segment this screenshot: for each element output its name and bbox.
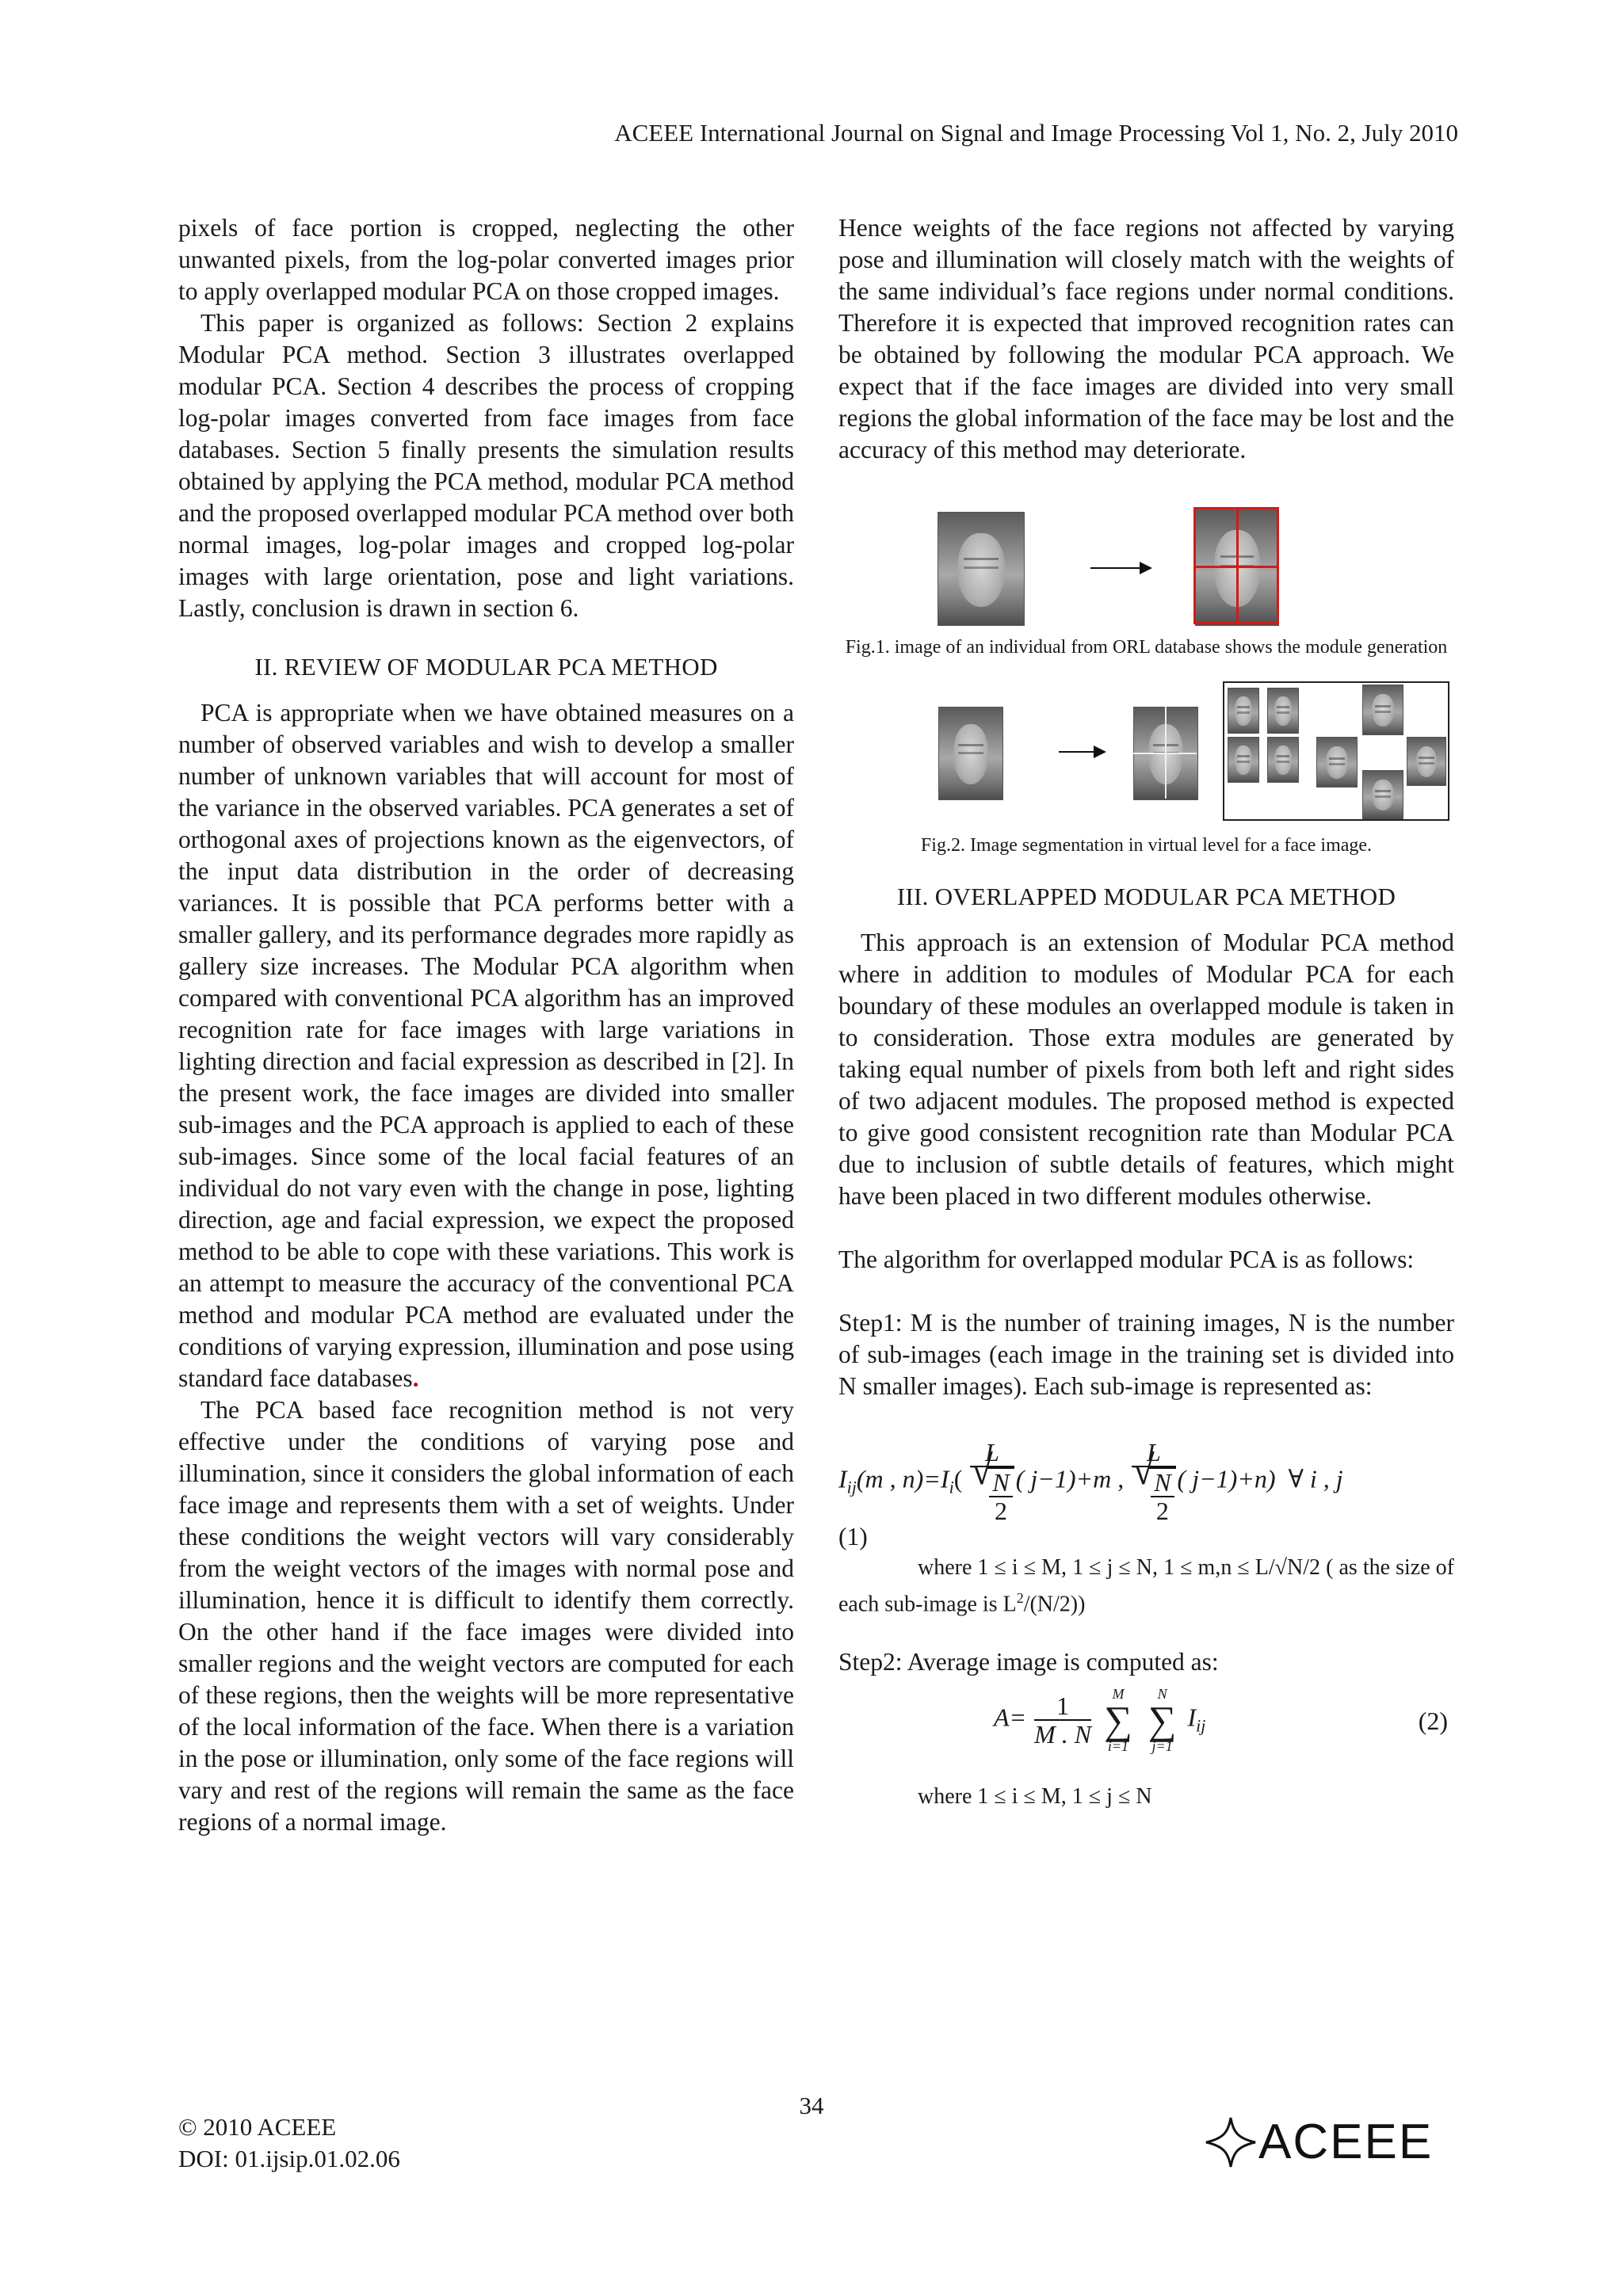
star-icon [1203, 2115, 1258, 2170]
segment-tile [1228, 737, 1259, 783]
equation-1-label: (1) [838, 1523, 868, 1550]
right-column [838, 212, 1454, 1813]
eq-symbol: I [838, 1464, 847, 1493]
step-2: Step2: Average image is computed as: [838, 1648, 1219, 1676]
footer-info [178, 2111, 400, 2175]
eq-symbol: I [1187, 1703, 1197, 1732]
sum-symbol: M ∑ i=1 [1104, 1686, 1132, 1755]
aceee-logo [1203, 2114, 1433, 2170]
segment-tile [1362, 685, 1403, 735]
paragraph: The algorithm for overlapped modular PCA is as follows: [838, 1245, 1415, 1273]
eq-subscript: ij [1196, 1716, 1206, 1737]
logo-text: ACEEE [1258, 2115, 1434, 2169]
segment-tile [1407, 737, 1446, 786]
period-mark: . [412, 1364, 419, 1392]
segment-tile [1267, 737, 1299, 783]
segment-tile [1267, 688, 1299, 734]
section-heading: II. REVIEW OF MODULAR PCA METHOD [254, 653, 718, 681]
copyright: © 2010 ACEEE [178, 2113, 337, 2141]
figure-1 [838, 505, 1454, 624]
eq-subscript: i [949, 1477, 954, 1497]
paragraph: This approach is an extension of Modular PCA method where in addition to modules of Modular PCA for each boundary of these modules an overlapped module is taken in to consideration. Those extra modules are generated by taking equal number of pixels from both left and right sides of two adjacent modules. The proposed method is expected to give good consistent recognition rate than Modular PCA due to inclusion of subtle details of features, which might have been placed in two different modules otherwise. [838, 929, 1454, 1210]
equation-2 [838, 1678, 1454, 1776]
eq-text: ∀ i , j [1288, 1464, 1343, 1493]
equation-1: $I_{ij}(m$ , $n)=I_i$( L √ $\frac{N}{2}$ ( j−1)+m , L √ $\frac{N}{2}$ ( j−1)+n) ∀ i , j [838, 1423, 1454, 1516]
face-image [938, 512, 1025, 626]
section-heading: III. OVERLAPPED MODULAR PCA METHOD [896, 883, 1396, 910]
eq-subscript: ij [846, 1477, 857, 1497]
eq-text: (m , n)= [856, 1464, 941, 1493]
module-grid [1193, 507, 1279, 624]
eq-text: ( j−1)+m , [1015, 1464, 1125, 1493]
eq-text: ( j−1)+n) [1177, 1464, 1276, 1493]
segment-line [1133, 753, 1197, 754]
eq-fraction: L √ $\frac{N}{2}$ [1132, 1439, 1175, 1524]
paragraph: This paper is organized as follows: Section 2 explains Modular PCA method. Section 3 illustrates overlapped modular PCA. Section 4 describes the process of cropping log-polar images converted from face images from face databases. Section 5 finally presents the simulation results obtained by applying the PCA method, modular PCA method and the proposed overlapped modular PCA method over both normal images, log-polar images and cropped log-polar images with large orientation, pose and light variations. Lastly, conclusion is drawn in section 6. [178, 309, 794, 622]
figure-1-caption: Fig.1. image of an individual from ORL database shows the module generation [845, 637, 1448, 658]
eq-fraction: $\frac{1}{M . N}$ [1034, 1691, 1092, 1749]
paragraph: The PCA based face recognition method is not very effective under the conditions of varying pose and illumination, since it considers the global information of each face image and represents them with a set of weights. Under these conditions the weight vectors will vary considerably from the weight vectors of the images with normal pose and illumination, hence it is difficult to identify them correctly. On the other hand if the face images were divided into smaller regions and the weight vectors are computed for each of these regions, then the weights will be more representative of the local information of the face. When there is a variation in the pose or illumination, only some of the face regions will vary and rest of the regions will remain the same as the face regions of a normal image. [178, 1396, 794, 1836]
journal-header: ACEEE International Journal on Signal and Image Processing Vol 1, No. 2, July 2010 [614, 119, 1458, 147]
arrow-icon [1090, 567, 1151, 569]
sum-symbol: N ∑ j=1 [1148, 1686, 1177, 1755]
segments-box [1223, 681, 1449, 821]
eq-symbol: I [940, 1464, 949, 1493]
paragraph-text: PCA is appropriate when we have obtained measures on a number of observed variables and wish to develop a smaller number of unknown variables that will account for most of the variance in the observed variables. PCA generates a set of orthogonal axes of projections known as the eigenvectors, of the input data distribution in the order of decreasing variances. It is possible that PCA performs better with a smaller gallery, and its performance degrades more rapidly as gallery size increases. The Modular PCA algorithm when compared with conventional PCA algorithm has an improved recognition rate for face images with large variations in lighting direction and facial expression as described in [2]. In the present work, the face images are divided into smaller sub-images and the PCA approach is applied to each of these sub-images. Since some of the local facial features of an individual do not vary even with the change in pose, lighting direction, age and facial expression, we expect the proposed method to be able to cope with these variations. This work is an attempt to measure the accuracy of the conventional PCA method and modular PCA method are evaluated under the conditions of varying expression, illumination and pose using standard face databases [178, 699, 794, 1392]
figure-2 [838, 678, 1454, 821]
equation-2-condition: where 1 ≤ i ≤ M, 1 ≤ j ≤ N [918, 1784, 1152, 1810]
eq-text: A= [994, 1703, 1027, 1732]
left-column [178, 212, 794, 1838]
segment-tile [1316, 737, 1358, 788]
doi: DOI: 01.ijsip.01.02.06 [178, 2145, 400, 2172]
arrow-icon [1059, 751, 1105, 753]
equation-1-condition: where 1 ≤ i ≤ M, 1 ≤ j ≤ N, 1 ≤ m,n ≤ L/√N/2 ( as the size of each sub-image is $L^2/(N/2)$) [838, 1555, 1454, 1617]
figure-2-caption: Fig.2. Image segmentation in virtual level for a face image. [920, 835, 1373, 856]
paragraph [178, 697, 794, 1394]
paragraph: Hence weights of the face regions not affected by varying pose and illumination will closely match with the weights of the same individual’s face regions under normal conditions. Therefore it is expected that improved recognition rates can be obtained by following the modular PCA approach. We expect that if the face images are divided into very small regions the global information of the face may be lost and the accuracy of this method may deteriorate. [838, 214, 1454, 463]
face-image [938, 707, 1003, 800]
eq-fraction: L √ $\frac{N}{2}$ [970, 1439, 1014, 1524]
equation-2-label: (2) [1418, 1707, 1448, 1736]
page-number: 34 [799, 2092, 824, 2119]
step-1: Step1: M is the number of training images, N is the number of sub-images (each image in the training set is divided into N smaller images). Each sub-image is represented as: [838, 1309, 1454, 1400]
segment-tile [1362, 770, 1403, 819]
paragraph: pixels of face portion is cropped, neglecting the other unwanted pixels, from the log-polar converted images prior to apply overlapped modular PCA on those cropped images. [178, 214, 794, 305]
segment-tile [1228, 688, 1259, 734]
